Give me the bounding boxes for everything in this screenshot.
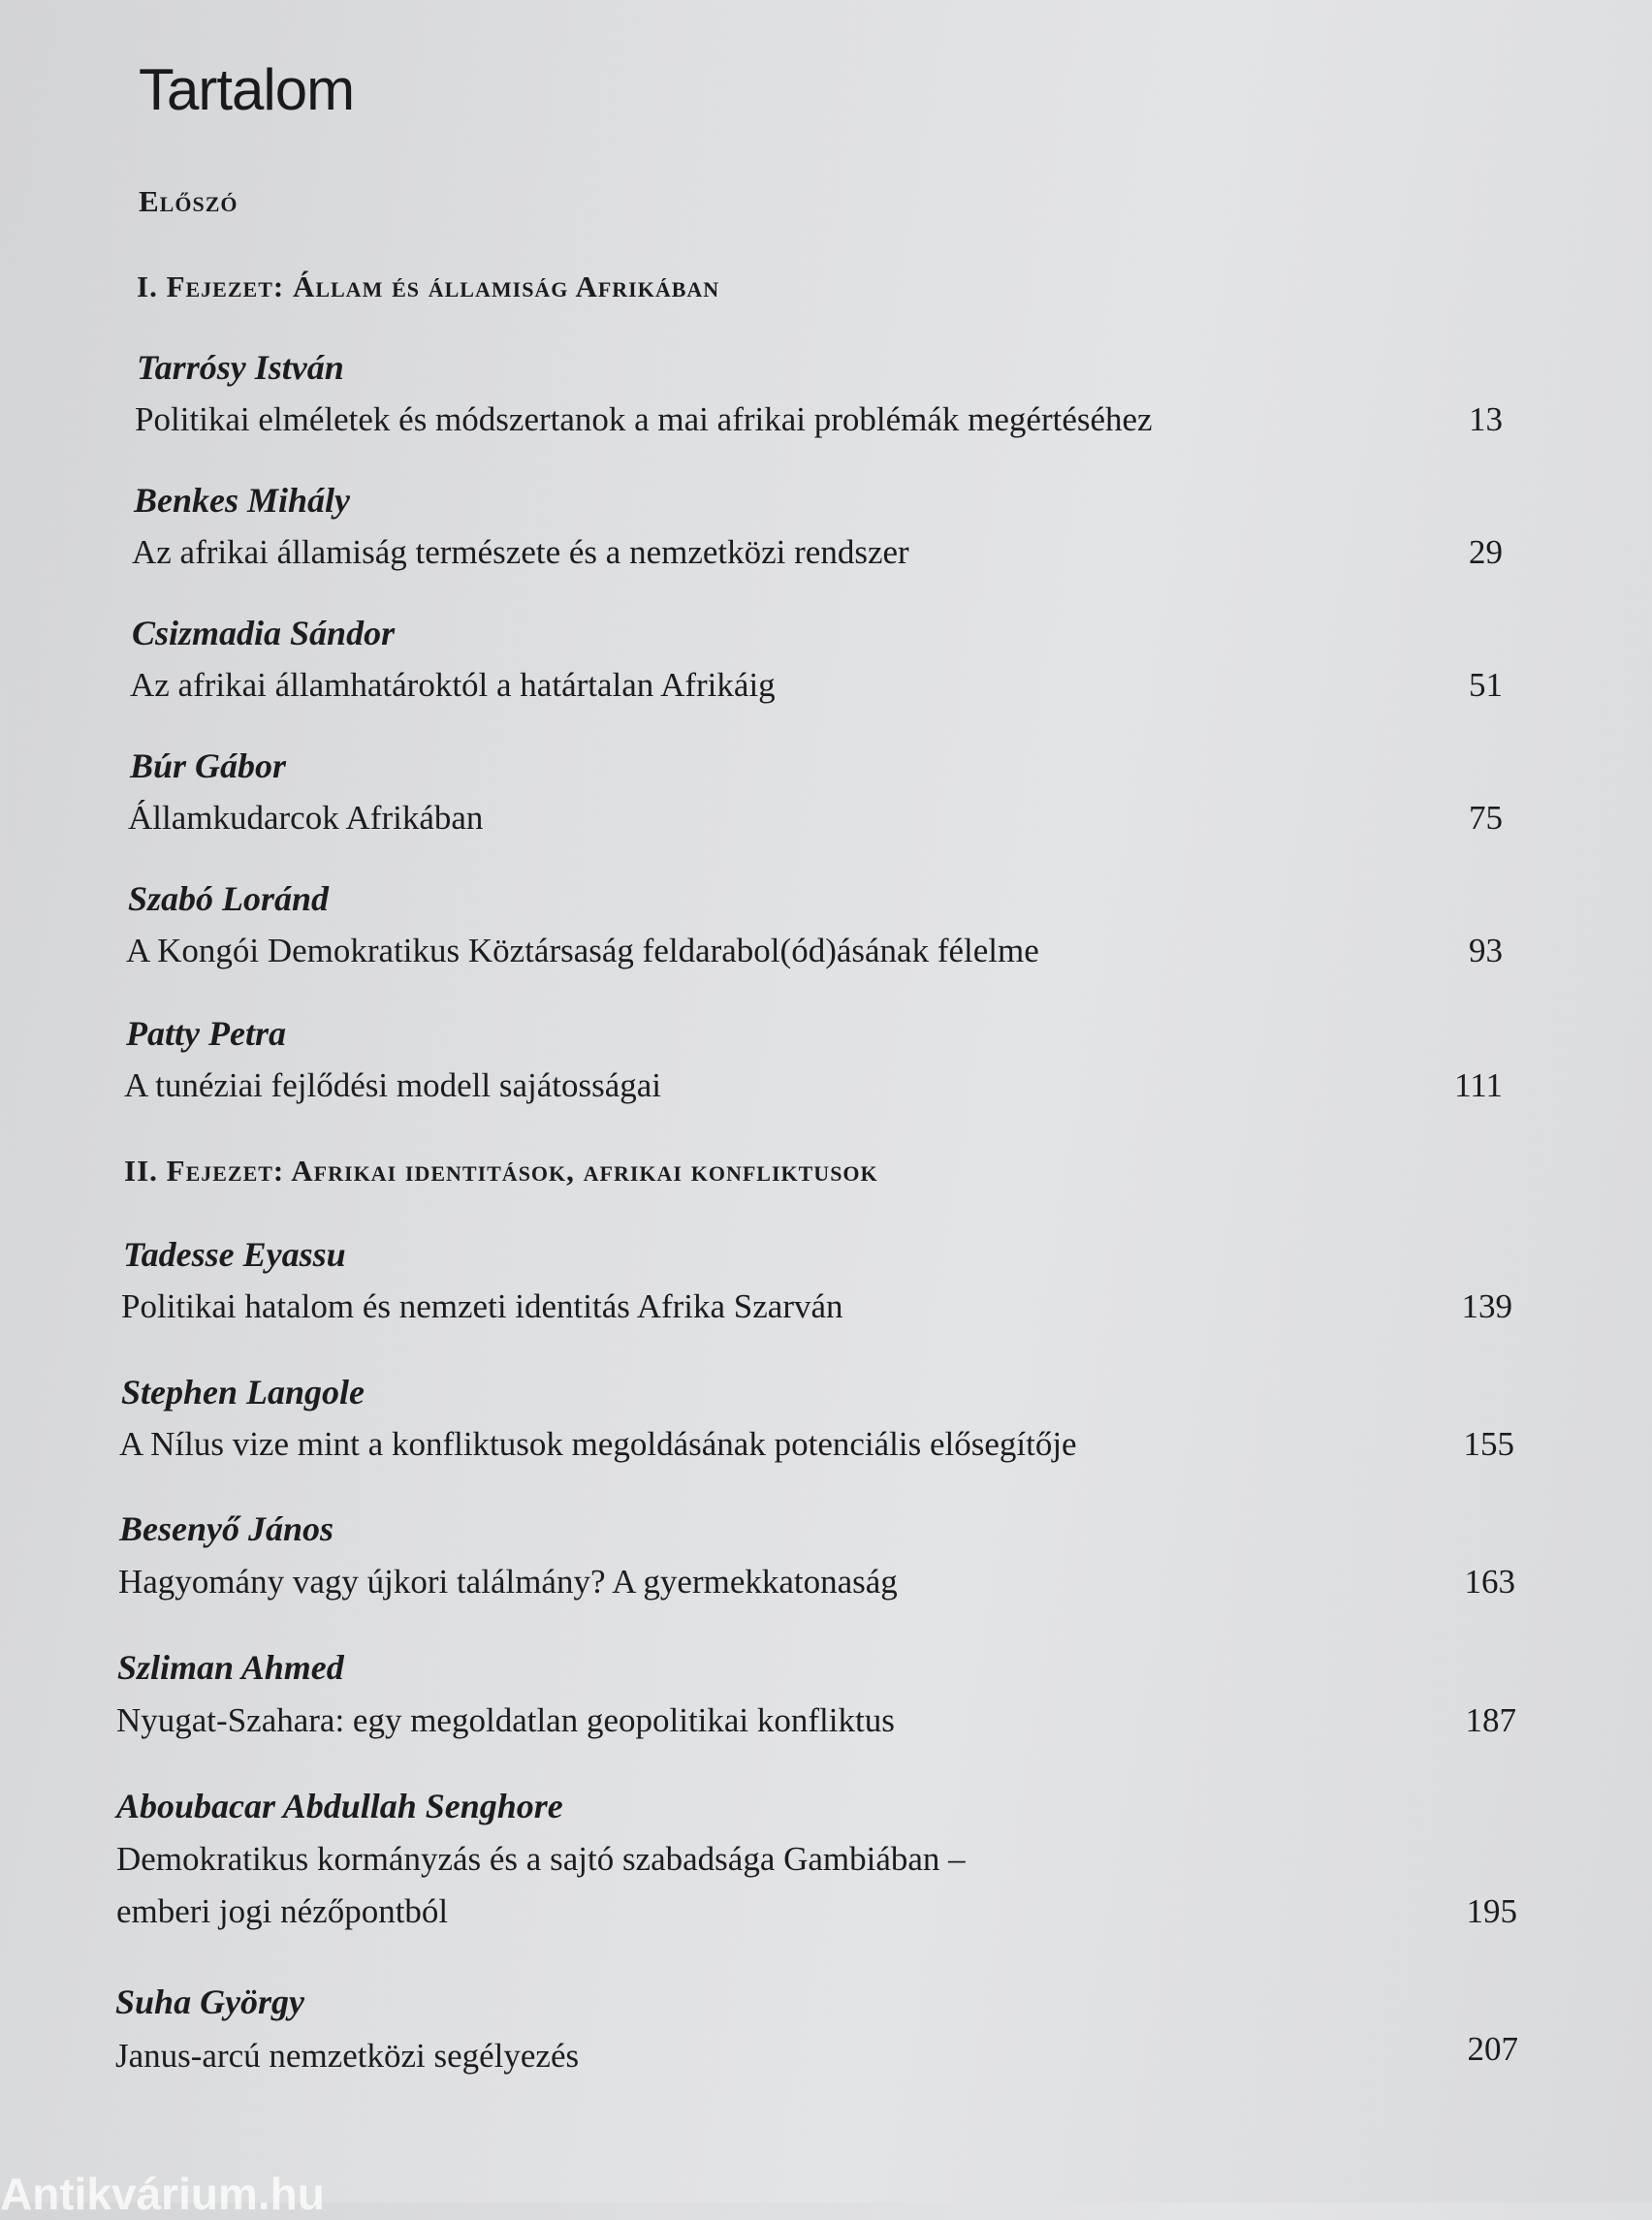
entry-author: Benkes Mihály <box>134 481 351 520</box>
entry-page-number: 51 <box>1469 666 1503 704</box>
preface-heading: Előszó <box>139 184 238 218</box>
entry-author: Patty Petra <box>126 1014 286 1053</box>
entry-title: Nyugat-Szahara: egy megoldatlan geopolitikai konfliktus <box>116 1701 895 1739</box>
entry-author: Csizmadia Sándor <box>132 614 396 652</box>
entry-author: Suha György <box>115 1982 305 2021</box>
entry-author: Besenyő János <box>119 1509 334 1548</box>
entry-title: Az afrikai államhatároktól a határtalan Afrikáig <box>130 666 776 704</box>
entry-page-number: 195 <box>1466 1892 1517 1930</box>
entry-author: Tarrósy István <box>137 348 344 387</box>
entry-page-number: 93 <box>1469 932 1503 969</box>
entry-title: A Kongói Demokratikus Köztársaság feldarabol(ód)ásának félelme <box>126 932 1039 969</box>
entry-author: Szliman Ahmed <box>117 1648 344 1687</box>
chapter-heading-1: I. Fejezet: Állam és államiság Afrikában <box>137 270 720 303</box>
entry-title: Államkudarcok Afrikában <box>128 799 484 837</box>
entry-page-number: 111 <box>1454 1066 1503 1104</box>
entry-title: Hagyomány vagy újkori találmány? A gyermekkatonaság <box>118 1563 898 1601</box>
entry-page-number: 13 <box>1469 400 1503 438</box>
page-title: Tartalom <box>139 57 355 122</box>
chapter-heading-2: II. Fejezet: Afrikai identitások, afrikai konfliktusok <box>124 1154 878 1188</box>
entry-author: Szabó Loránd <box>128 879 330 918</box>
entry-page-number: 29 <box>1469 533 1503 571</box>
entry-page-number: 163 <box>1464 1563 1515 1601</box>
entry-title: Janus-arcú nemzetközi segélyezés <box>115 2037 580 2075</box>
entry-page-number: 155 <box>1463 1425 1514 1463</box>
entry-page-number: 187 <box>1465 1701 1516 1739</box>
bleed-through-texture <box>873 0 1652 2203</box>
entry-title: Demokratikus kormányzás és a sajtó szabadsága Gambiában – <box>116 1840 966 1878</box>
entry-author: Aboubacar Abdullah Senghore <box>116 1787 563 1825</box>
entry-page-number: 139 <box>1461 1287 1512 1325</box>
entry-title: Politikai hatalom és nemzeti identitás Afrika Szarván <box>121 1287 843 1325</box>
entry-title: Politikai elméletek és módszertanok a mai afrikai problémák megértéséhez <box>135 400 1153 438</box>
entry-title: A Nílus vize mint a konfliktusok megoldásának potenciális elősegítője <box>119 1425 1077 1463</box>
entry-author: Stephen Langole <box>121 1373 365 1411</box>
entry-page-number: 207 <box>1467 2030 1518 2068</box>
entry-title-continuation: emberi jogi nézőpontból <box>116 1892 449 1930</box>
watermark-logo: Antikvárium.hu <box>0 2169 325 2219</box>
entry-title: Az afrikai államiság természete és a nemzetközi rendszer <box>132 533 909 571</box>
entry-page-number: 75 <box>1469 799 1503 837</box>
entry-author: Búr Gábor <box>130 746 287 785</box>
entry-author: Tadesse Eyassu <box>123 1235 346 1274</box>
entry-title: A tunéziai fejlődési modell sajátosságai <box>124 1066 662 1104</box>
